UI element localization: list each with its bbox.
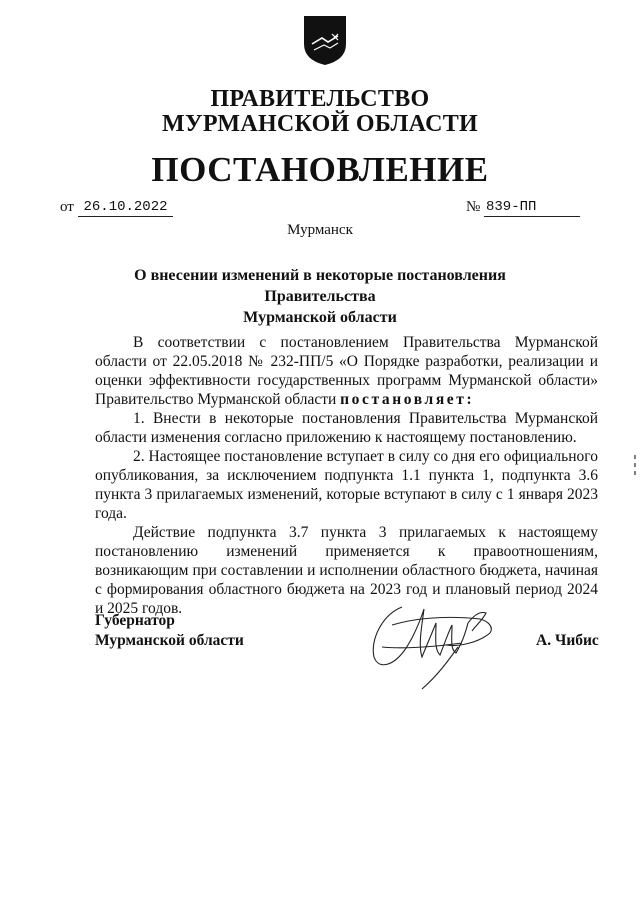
date-prefix: от: [60, 199, 74, 215]
document-subject: [110, 265, 530, 328]
signatory-title-line2: Мурманской области: [95, 632, 244, 649]
document-type-title: ПОСТАНОВЛЕНИЕ: [151, 150, 489, 189]
body-paragraph-3: 2. Настоящее постановление вступает в силу со дня его официального опубликования, за исключением подпункта 1.1 пункта 1, подпункта 3.6 пункта 3 прилагаемых изменений, которые вступают в силу с 1 января 2023 года.: [95, 448, 598, 522]
subject-line2: Мурманской области: [243, 309, 397, 326]
handwritten-signature: [362, 585, 512, 695]
body-paragraph-4: Действие подпункта 3.7 пункта 3 прилагаемых к настоящему постановлению изменений применяется к правоотношениям, возникающим при составлении и исполнении областного бюджета, начиная с формирования областного бюджета на 2023 год и плановый период 2024 и 2025 годов.: [95, 524, 598, 617]
government-title-line1: ПРАВИТЕЛЬСТВО: [210, 86, 430, 112]
body-paragraph-1-text: В соответствии с постановлением Правительства Мурманской области от 22.05.2018 № 232-ПП/5 «О Порядке разработки, реализации и оценки эффективности государственных программ Мурманской области» Правительство Мурманской области: [95, 334, 598, 408]
city-name: Мурманск: [287, 222, 353, 238]
signatory-title-line1: Губернатор: [95, 612, 175, 629]
body-paragraph-2: 1. Внести в некоторые постановления Правительства Мурманской области изменения согласно приложению к настоящему постановлению.: [95, 410, 598, 446]
document-date: 26.10.2022: [78, 199, 173, 217]
signatory-name: А. Чибис: [536, 632, 599, 649]
subject-line1: О внесении изменений в некоторые постановления Правительства: [134, 267, 506, 305]
document-body: [95, 333, 598, 618]
margin-tick-marks: [633, 455, 637, 475]
number-prefix: №: [466, 199, 481, 215]
body-paragraph-1: [95, 333, 598, 409]
resolves-keyword: постановляет:: [340, 391, 475, 408]
document-number: 839-ПП: [484, 199, 580, 217]
government-title-line2: МУРМАНСКОЙ ОБЛАСТИ: [162, 111, 478, 137]
coat-of-arms-icon: [302, 14, 348, 66]
